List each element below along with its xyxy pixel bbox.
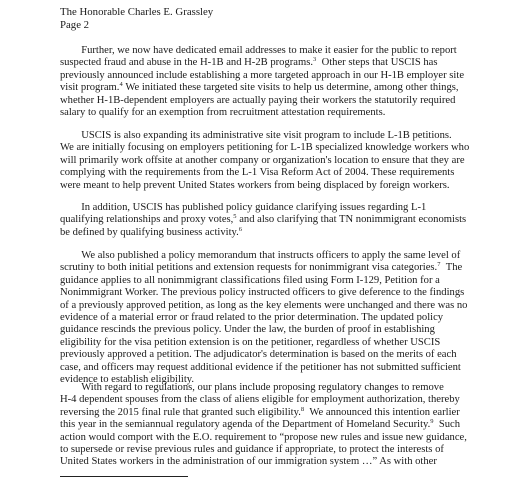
text-line: guidance rescinds the previous policy. Under the law, the burden of proof in establishing [60, 324, 435, 336]
paragraph-1 [60, 45, 490, 119]
text-line: In addition, USCIS has published policy guidance clarifying issues regarding L-1 [60, 202, 427, 213]
text-line: USCIS is also expanding its administrative site visit program to include L-1B petitions. [60, 130, 452, 141]
footnote-marker: 3 [313, 56, 317, 64]
footnote-marker: 9 [430, 418, 434, 426]
line-text: visit program. [60, 82, 120, 94]
text-line: previously approved a petition. The adjudicator's determination is based on the merits of each [60, 349, 457, 361]
text-line: evidence to establish eligibility. [60, 373, 195, 385]
line-text: this year in the semiannual regulatory agenda of the Department of Homeland Security. [60, 419, 431, 431]
line-text: qualifying relationships and proxy votes, [60, 214, 234, 226]
text-line [60, 419, 490, 431]
text-line: Further, we now have dedicated email addresses to make it easier for the public to report [60, 45, 457, 56]
text-line: action would comport with the E.O. requirement to “propose new rules and issue new guidance, [60, 431, 467, 443]
line-text: and also clarifying that TN nonimmigrant economists [236, 214, 467, 226]
footnote-marker: 8 [300, 405, 305, 413]
text-line: of a previously approved petition, as long as the key elements were unchanged and there was no [60, 299, 468, 311]
line-text: The [440, 262, 463, 274]
paragraph-4 [60, 250, 490, 386]
text-line: H-4 dependent spouses from the class of aliens eligible for employment authorization, thereby [60, 394, 460, 406]
text-line: guidance applies to all nonimmigrant classifications filed using Form I-129, Petition for a [60, 274, 440, 286]
text-line [60, 57, 490, 69]
line-text: scrutiny to both initial petitions and extension requests for nonimmigrant visa categories. [60, 262, 438, 274]
paragraph-2 [60, 130, 490, 192]
footnote-divider [60, 476, 188, 477]
text-line [60, 214, 490, 226]
text-line: complying with the requirements from the L-1 Visa Reform Act of 2004. These requirements [60, 167, 455, 179]
line-text: suspected fraud and abuse in the H-1B and H-2B programs. [60, 57, 314, 69]
text-line: With regard to regulations, our plans include proposing regulatory changes to remove [60, 382, 444, 393]
text-line [60, 262, 490, 274]
footnote-marker: 6 [238, 225, 243, 233]
text-line: We also published a policy memorandum that instructs officers to apply the same level of [60, 250, 461, 261]
line-text: reversing the 2015 final rule that granted such eligibility. [60, 406, 301, 418]
text-line [60, 227, 490, 239]
text-line [60, 82, 490, 94]
text-line: Nonimmigrant Worker. The previous policy instructed officers to give deference to the findings [60, 287, 465, 299]
paragraph-3 [60, 202, 490, 239]
text-line: eligibility for the visa petition extension is on the petitioner, regardless of whether USCIS [60, 336, 441, 348]
paragraph-5 [60, 382, 490, 469]
text-line: previously announced include establishing a more targeted approach in our H-1B employer site [60, 69, 465, 81]
footnote-marker: 7 [437, 261, 441, 269]
text-line: case, and officers may request additional evidence if the petitioner has not submitted sufficient [60, 361, 461, 373]
text-line [60, 407, 490, 419]
text-line: evidence of a material error or fraud related to the prior determination. The updated policy [60, 311, 444, 323]
text-line: salary to qualify for an exemption from recruitment attestation requirements. [60, 106, 386, 118]
text-line: to supersede or revise previous rules and guidance if appropriate, to protect the interests of [60, 443, 444, 455]
line-text: Other steps that USCIS has [316, 57, 438, 69]
text-line: whether H-1B-dependent employers are actually paying their workers the statutorily required [60, 94, 456, 106]
line-text: Such [433, 419, 460, 431]
page-number: Page 2 [60, 19, 90, 31]
recipient-line: The Honorable Charles E. Grassley [60, 6, 214, 18]
text-line: were meant to help prevent United States workers from being displaced by foreign workers. [60, 179, 450, 191]
line-text: We announced this intention earlier [304, 406, 460, 418]
line-text: We initiated these targeted site visits to help us determine, among other things, [122, 82, 459, 94]
line-text: be defined by qualifying business activity. [60, 226, 239, 238]
footnote-marker: 5 [233, 213, 237, 221]
text-line: We are initially focusing on employers petitioning for L-1B specialized knowledge workers who [60, 142, 470, 154]
text-line: will primarily work offsite at another company or organization's location to ensure that they are [60, 154, 465, 166]
text-line: United States workers in the administration of our immigration system …” As with other [60, 456, 437, 468]
footnote-marker: 4 [119, 81, 123, 89]
